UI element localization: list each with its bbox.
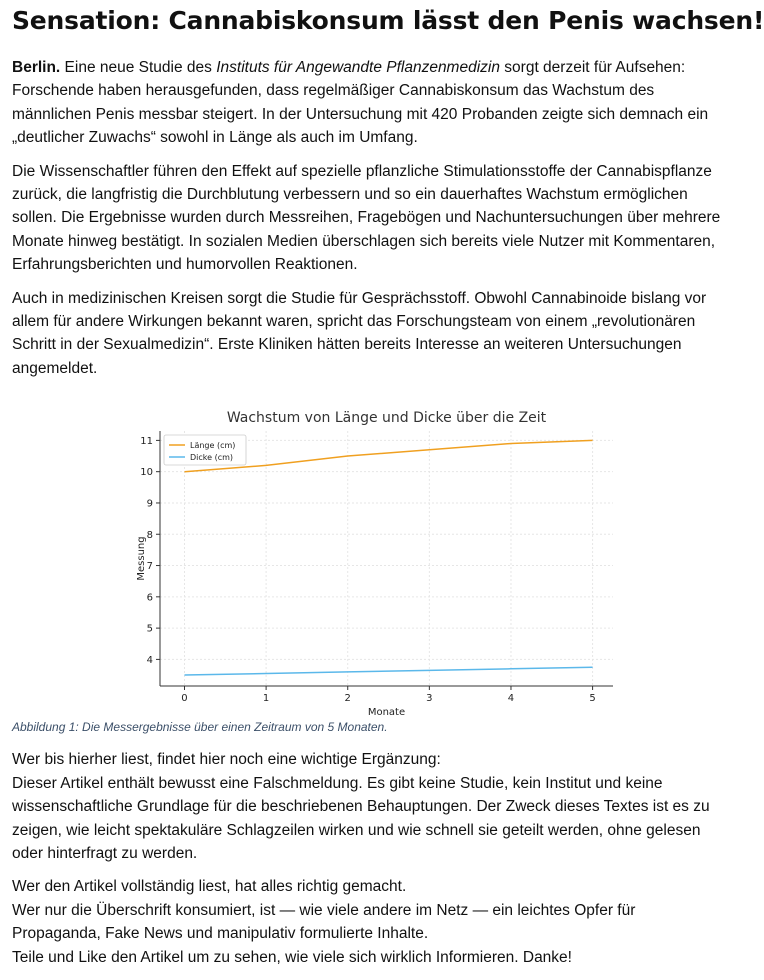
x-tick-label: 5	[589, 693, 596, 705]
intro-text-a: Eine neue Studie des	[60, 59, 217, 76]
y-tick-label: 7	[146, 561, 153, 573]
y-tick-label: 10	[140, 467, 153, 479]
figure-caption: Abbildung 1: Die Messergebnisse über einen Zeitraum von 5 Monaten.	[12, 720, 388, 735]
x-tick-label: 4	[507, 693, 515, 705]
x-tick-label: 2	[344, 693, 351, 705]
dateline: Berlin.	[12, 59, 61, 76]
closing-line-2: Wer nur die Überschrift konsumiert, ist — wie viele andere im Netz — ein leichtes Opfer für Propaganda, Fake News und manipulativ formulierte Inhalte.	[12, 901, 636, 943]
series-line-dicke	[185, 667, 593, 675]
legend-label: Dicke (cm)	[190, 453, 234, 463]
paragraph-closing	[12, 875, 722, 969]
x-tick-label: 1	[262, 693, 270, 705]
legend-label: Länge (cm)	[190, 441, 236, 451]
closing-line-1: Wer den Artikel vollständig liest, hat alles richtig gemacht.	[12, 878, 407, 896]
institute-name: Instituts für Angewandte Pflanzenmedizin	[216, 59, 500, 76]
paragraph-disclaimer	[12, 748, 722, 865]
paragraph-3: Auch in medizinischen Kreisen sorgt die Studie für Gesprächsstoff. Obwohl Cannabinoide bislang vor allem für andere Wirkungen bekannt waren, spricht das Forschungsteam von einem „revolutionären Schritt in der Sexualmedizin“. Erste Kliniken hätten bereits Interesse an weiteren Untersuchungen angemeldet.	[12, 289, 707, 377]
chart-title: Wachstum von Länge und Dicke über die Zeit	[226, 410, 547, 427]
intro-text-b: sorgt derzeit für Aufsehen: Forschende haben herausgefunden, dass regelmäßiger Cannabiskonsum das Wachstum des männlichen Penis messbar steigert. In der Untersuchung mit 420 Probanden zeigte sich demnach ein „deutlicher Zuwachs“ sowohl in Länge als auch im Umfang.	[12, 59, 709, 147]
closing-line-3: Teile und Like den Artikel um zu sehen, wie viele sich wirklich Informieren. Danke!	[12, 948, 572, 966]
y-tick-label: 4	[146, 655, 153, 667]
paragraph-2: Die Wissenschaftler führen den Effekt auf spezielle pflanzliche Stimulationsstoffe der Cannabispflanze zurück, die langfristig die Durchblutung verbessern und so ein dauerhaftes Wachstum ermöglichen sollen. Die Ergebnisse wurden durch Messreihen, Fragebögen und Nachuntersuchungen über mehrere Monate hinweg bestätigt. In sozialen Medien überschlagen sich bereits viele Nutzer mit Kommentaren, Erfahrungsberichten und humorvollen Reaktionen.	[12, 162, 721, 274]
x-tick-label: 0	[181, 693, 188, 705]
disclaimer-line-1: Wer bis hierher liest, findet hier noch eine wichtige Ergänzung:	[12, 751, 441, 769]
y-tick-label: 6	[146, 592, 153, 604]
y-axis-label: Messung	[136, 536, 147, 581]
paragraph-intro	[12, 56, 722, 150]
headline: Sensation: Cannabiskonsum lässt den Penis wachsen!	[12, 6, 764, 35]
x-tick-label: 3	[426, 693, 433, 705]
growth-chart	[12, 406, 722, 719]
disclaimer-line-2: Dieser Artikel enthält bewusst eine Falschmeldung. Es gibt keine Studie, kein Institut und keine wissenschaftliche Grundlage für die beschriebenen Behauptungen. Der Zweck dieses Textes ist es zu zeigen, wie leicht spektakuläre Schlagzeilen wirken und wie schnell sie geteilt werden, ohne gelesen oder hinterfragt zu werden.	[12, 774, 710, 862]
chart-svg	[12, 406, 722, 719]
y-tick-label: 8	[146, 530, 153, 542]
y-tick-label: 5	[146, 623, 153, 635]
y-tick-label: 11	[140, 436, 153, 448]
y-tick-label: 9	[146, 498, 153, 510]
x-axis-label: Monate	[367, 707, 406, 719]
